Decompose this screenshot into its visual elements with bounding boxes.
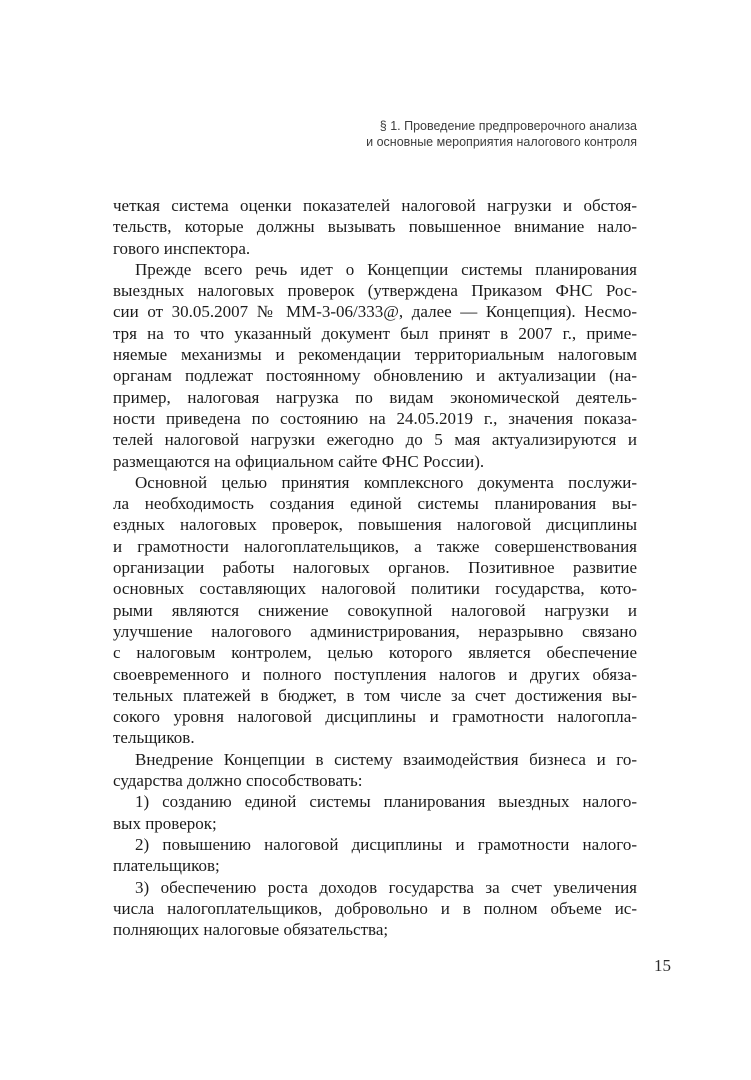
text-line: числа налогоплательщиков, добровольно и в полном объеме ис- <box>113 898 637 918</box>
text-line: органам подлежат постоянному обновлению и актуализации (на- <box>113 366 637 386</box>
text-line: и грамотности налогоплательщиков, а также совершенствования <box>113 536 637 556</box>
paragraph <box>113 195 637 259</box>
text-line: ности приведена по состоянию на 24.05.2019 г., значения показа- <box>113 408 637 428</box>
text-line: пример, налоговая нагрузка по видам экономической деятель- <box>113 387 637 407</box>
paragraph <box>113 259 637 472</box>
text-line: выездных налоговых проверок (утверждена Приказом ФНС Рос- <box>113 281 637 301</box>
text-line: няемые механизмы и рекомендации территориальным налоговым <box>113 345 637 365</box>
text-line: рыми являются снижение совокупной налоговой нагрузки и <box>113 600 637 620</box>
text-line: с налоговым контролем, целью которого является обеспечение <box>113 643 637 663</box>
paragraph <box>113 791 637 834</box>
text-line: тря на то что указанный документ был принят в 2007 г., приме- <box>113 323 637 343</box>
text-line: размещаются на официальном сайте ФНС России). <box>113 451 485 471</box>
text-line: четкая система оценки показателей налоговой нагрузки и обстоя- <box>113 196 637 215</box>
text-line: тельных платежей в бюджет, в том числе за счет достижения вы- <box>113 685 637 705</box>
text-line: 2) повышению налоговой дисциплины и грамотности налого- <box>135 834 637 854</box>
text-line: ла необходимость создания единой системы планирования вы- <box>113 494 637 514</box>
text-line: тельщиков. <box>113 728 195 748</box>
text-line: своевременного и полного поступления налогов и других обяза- <box>113 664 637 684</box>
text-line: основных составляющих налоговой политики государства, кото- <box>113 579 637 599</box>
text-line: Внедрение Концепции в систему взаимодействия бизнеса и го- <box>135 749 637 769</box>
text-line: плательщиков; <box>113 856 220 876</box>
text-line: тельств, которые должны вызывать повышенное внимание нало- <box>113 217 637 237</box>
text-line: гового инспектора. <box>113 238 251 258</box>
paragraph <box>113 472 637 749</box>
paragraph <box>113 749 637 792</box>
text-line: ездных налоговых проверок, повышения налоговой дисциплины <box>113 515 637 535</box>
text-line: сии от 30.05.2007 № ММ-3-06/333@, далее — Концепция). Несмо- <box>113 302 637 322</box>
text-line: 1) созданию единой системы планирования выездных налого- <box>135 792 637 812</box>
text-line: Основной целью принятия комплексного документа послужи- <box>135 472 637 492</box>
text-line: 3) обеспечению роста доходов государства за счет увеличения <box>135 877 637 897</box>
text-line: улучшение налогового администрирования, неразрывно связано <box>113 621 637 641</box>
text-line: организации работы налоговых органов. Позитивное развитие <box>113 558 637 578</box>
paragraph <box>113 834 637 877</box>
page-number: 15 <box>654 956 671 975</box>
text-line: сокого уровня налоговой дисциплины и грамотности налогопла- <box>113 707 637 727</box>
text-line: Прежде всего речь идет о Концепции системы планирования <box>135 259 637 279</box>
running-head <box>366 118 637 150</box>
text-line: полняющих налоговые обязательства; <box>113 920 389 940</box>
running-head-line-2: и основные мероприятия налогового контроля <box>366 135 637 149</box>
running-head-line-1: § 1. Проведение предпроверочного анализа <box>379 119 637 133</box>
body-text <box>113 195 637 940</box>
paragraph <box>113 877 637 941</box>
text-line: сударства должно способствовать: <box>113 771 363 791</box>
text-line: телей налоговой нагрузки ежегодно до 5 мая актуализируются и <box>113 430 637 450</box>
text-line: вых проверок; <box>113 813 217 833</box>
